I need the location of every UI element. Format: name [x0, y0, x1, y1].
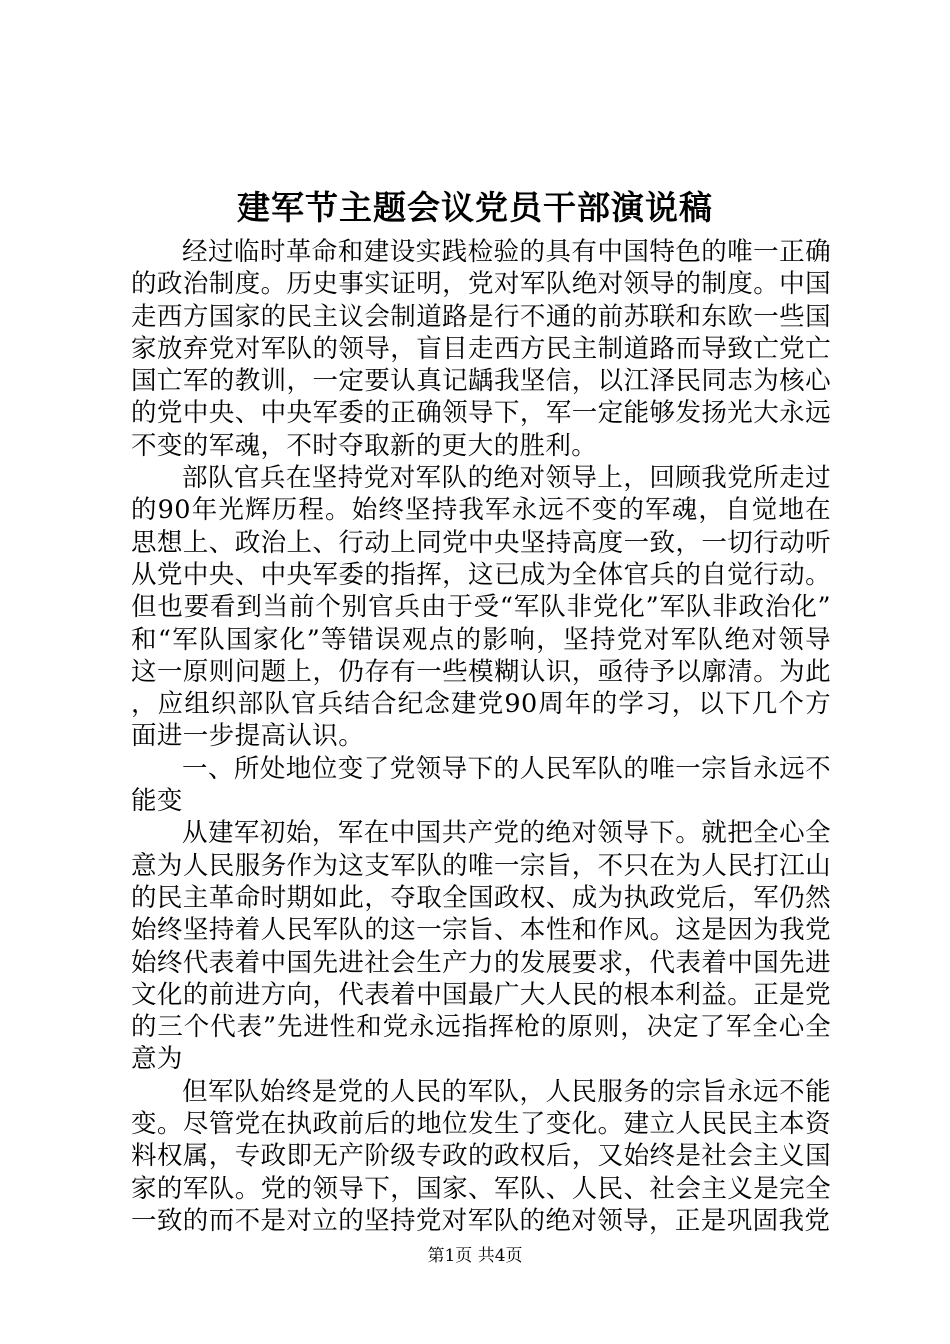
paragraph-3: 从建军初始，军在中国共产党的绝对领导下。就把全心全意为人民服务作为这支军队的唯一宗旨，不只在为人民打江山的民主革命时期如此，夺取全国政权、成为执政党后，军仍然始终坚持着人民军队的这一宗旨、本性和作风。这是因为我党始终代表着中国先进社会生产力的发展要求，代表着中国先进文化的前进方向，代表着中国最广大人民的根本利益。正是党的三个代表”先进性和党永远指挥枪的原则，决定了军全心全意为 — [131, 818, 831, 1075]
paragraph-2: 部队官兵在坚持党对军队的绝对领导上，回顾我党所走过的90年光辉历程。始终坚持我军永远不变的军魂，自觉地在思想上、政治上、行动上同党中央坚持高度一致，一切行动听从党中央、中央军委的指挥，这已成为全体官兵的自觉行动。但也要看到当前个别官兵由于受“军队非党化”军队非政治化”和“军队国家化”等错误观点的影响，坚持党对军队绝对领导这一原则问题上，仍存有一些模糊认识，亟待予以廓清。为此，应组织部队官兵结合纪念建党90周年的学习，以下几个方面进一步提高认识。 — [131, 463, 831, 752]
paragraph-4: 但军队始终是党的人民的军队，人民服务的宗旨永远不能变。尽管党在执政前后的地位发生了变化。建立人民民主本资料权属，专政即无产阶级专政的政权后，又始终是社会主义国家的军队。党的领导下，国家、军队、人民、社会主义是完全一致的而不是对立的坚持党对军队的绝对领导，正是巩固我党 — [131, 1076, 831, 1236]
paragraph-1: 经过临时革命和建设实践检验的具有中国特色的唯一正确的政治制度。历史事实证明，党对军队绝对领导的制度。中国走西方国家的民主议会制道路是行不通的前苏联和东欧一些国家放弃党对军队的领导，盲目走西方民主制道路而导致亡党亡国亡军的教训，一定要认真记龋我坚信，以江泽民同志为核心的党中央、中央军委的正确领导下，军一定能够发扬光大永远不变的军魂，不时夺取新的更大的胜利。 — [131, 237, 831, 461]
document-body — [131, 236, 831, 1237]
document-title: 建军节主题会议党员干部演说稿 — [237, 188, 713, 227]
page-number-footer: 第1页 共4页 — [427, 1246, 523, 1266]
section-heading-1: 一、所处地位变了党领导下的人民军队的唯一宗旨永远不能变 — [131, 753, 831, 817]
